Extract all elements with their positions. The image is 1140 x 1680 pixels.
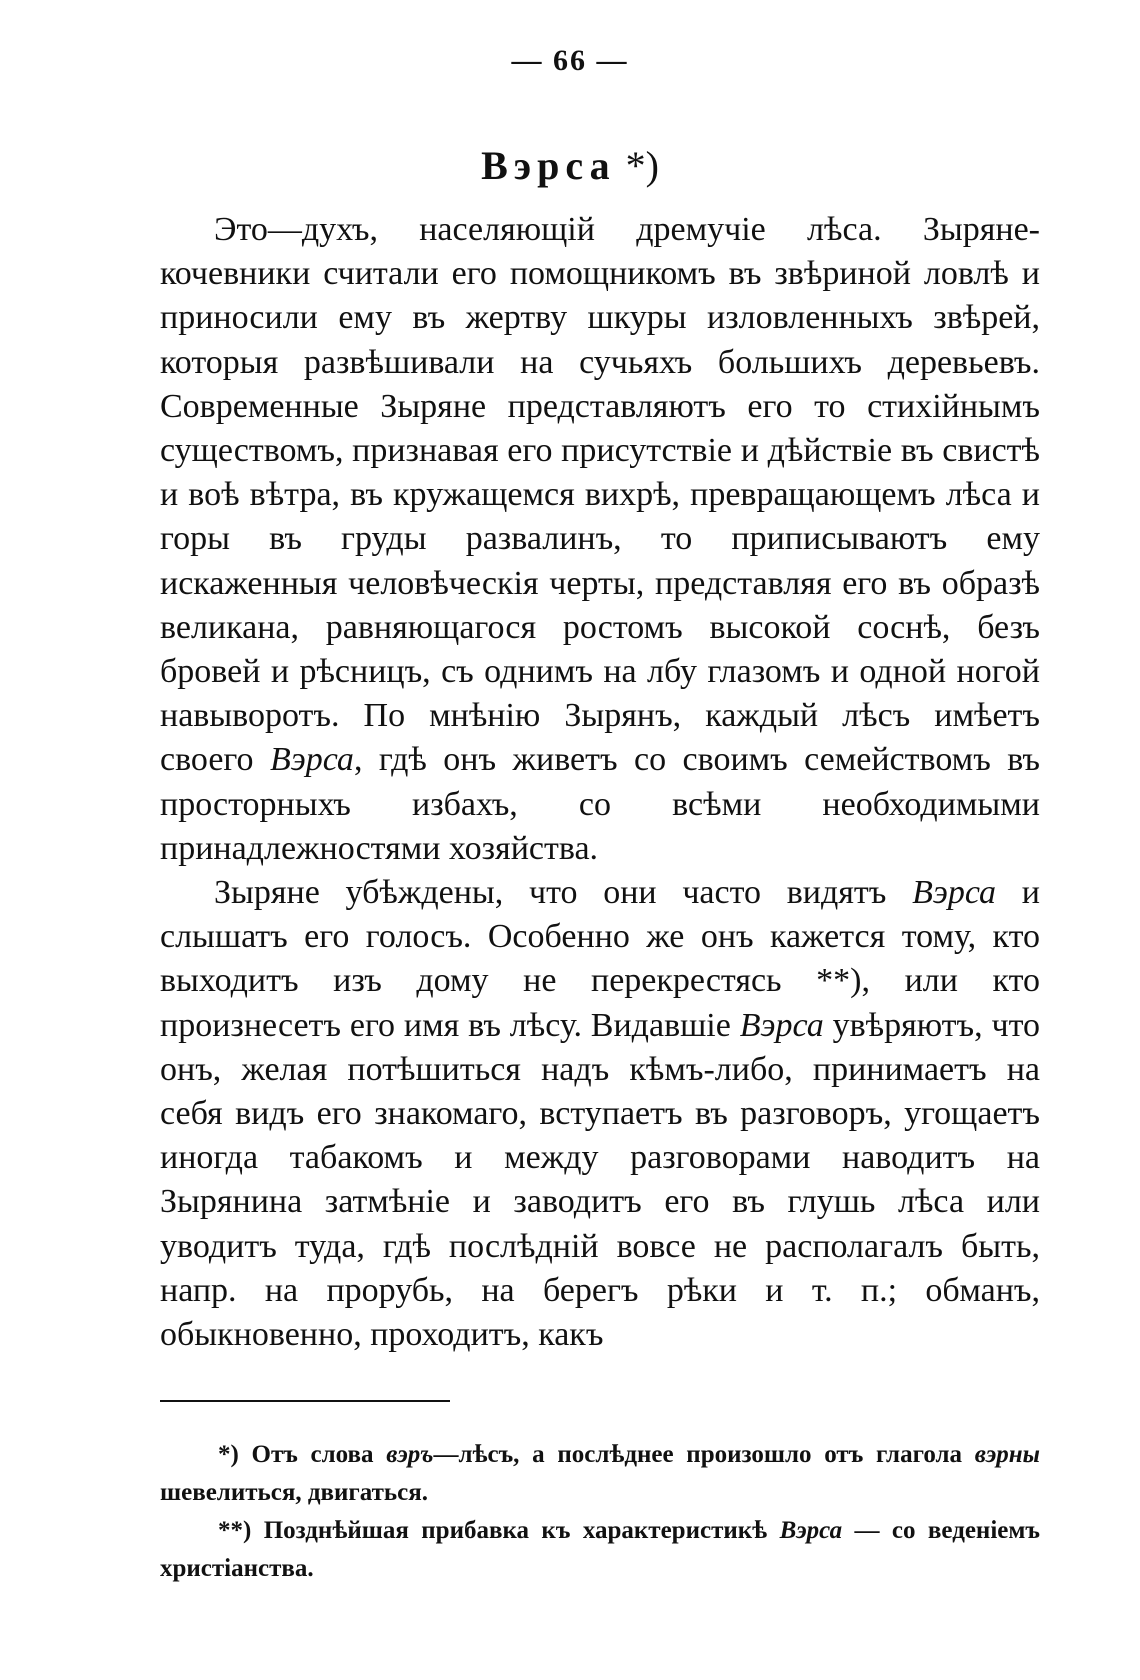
paragraph-1	[160, 208, 1040, 871]
footnote-1-run: шевелиться, двигаться.	[160, 1479, 428, 1506]
page-title	[0, 142, 1140, 189]
paragraph-1-run: , гдѣ онъ живетъ со своимъ семействомъ въ просторныхъ избахъ, со всѣми необходимыми принадлежностями хозяйства.	[160, 741, 1040, 867]
footnote-2	[160, 1512, 1040, 1588]
footnote-1-italic: вэрны	[974, 1441, 1040, 1468]
paragraph-2-run: Зыряне убѣждены, что они часто видятъ	[214, 874, 913, 912]
footnote-2-run: — со веденіемъ христіанства.	[160, 1517, 1040, 1582]
paragraph-2-run: и слышатъ его голосъ. Особенно же онъ кажется тому, кто выходитъ изъ дому не перекрестясь **), или кто произнесетъ его имя въ лѣсу. Видавшіе	[160, 874, 1040, 1044]
title-text: Вэрса	[481, 143, 616, 188]
footnote-1-italic: вэръ	[386, 1441, 434, 1468]
paragraph-1-italic-name: Вэрса	[269, 741, 354, 779]
paragraph-2-run: увѣряютъ, что онъ, желая потѣшиться надъ кѣмъ-либо, принимаетъ на себя видъ его знакомаго, вступаетъ въ разговоръ, угощаетъ иногда табакомъ и между разговорами наводитъ на Зырянина затмѣніе и заводитъ его въ глушь лѣса или уводитъ туда, гдѣ послѣдній вовсе не располагалъ быть, напр. на прорубь, на берегъ рѣки и т. п.; обманъ, обыкновенно, проходитъ, какъ	[160, 1006, 1040, 1354]
paragraph-1-run: Это—духъ, населяющій дремучіе лѣса. Зыряне-кочевники считали его помощникомъ въ звѣриной ловлѣ и приносили ему въ жертву шкуры изловленныхъ звѣрей, которыя развѣшивали на сучьяхъ большихъ деревьевъ. Современные Зыряне представляютъ его то стихійнымъ существомъ, признавая его присутствіе и дѣйствіе въ свистѣ и воѣ вѣтра, въ кружащемся вихрѣ, превращающемъ лѣса и горы въ груды развалинъ, то приписываютъ ему искаженныя человѣческія черты, представляя его въ образѣ великана, равняющагося ростомъ высокой соснѣ, безъ бровей и рѣсницъ, съ однимъ на лбу глазомъ и одной ногой навыворотъ. По мнѣнію Зырянъ, каждый лѣсъ имѣетъ своего	[160, 211, 1040, 779]
body-text	[160, 208, 1040, 1357]
paragraph-2-italic-name: Вэрса	[912, 874, 997, 912]
footnote-1-run: —лѣсъ, а послѣднее произошло отъ глагола	[433, 1441, 975, 1468]
footnotes	[160, 1436, 1040, 1588]
footnote-1	[160, 1436, 1040, 1512]
footnote-divider	[160, 1400, 450, 1402]
paragraph-2	[160, 871, 1040, 1357]
page-number: — 66 —	[511, 44, 629, 77]
footnote-2-run: **) Позднѣйшая прибавка къ характеристикѣ	[218, 1517, 780, 1544]
footnote-2-italic: Вэрса	[779, 1517, 843, 1544]
title-footnote-mark: *)	[625, 143, 659, 188]
paragraph-2-italic-name: Вэрса	[739, 1006, 824, 1044]
footnote-1-run: *) Отъ слова	[218, 1441, 387, 1468]
